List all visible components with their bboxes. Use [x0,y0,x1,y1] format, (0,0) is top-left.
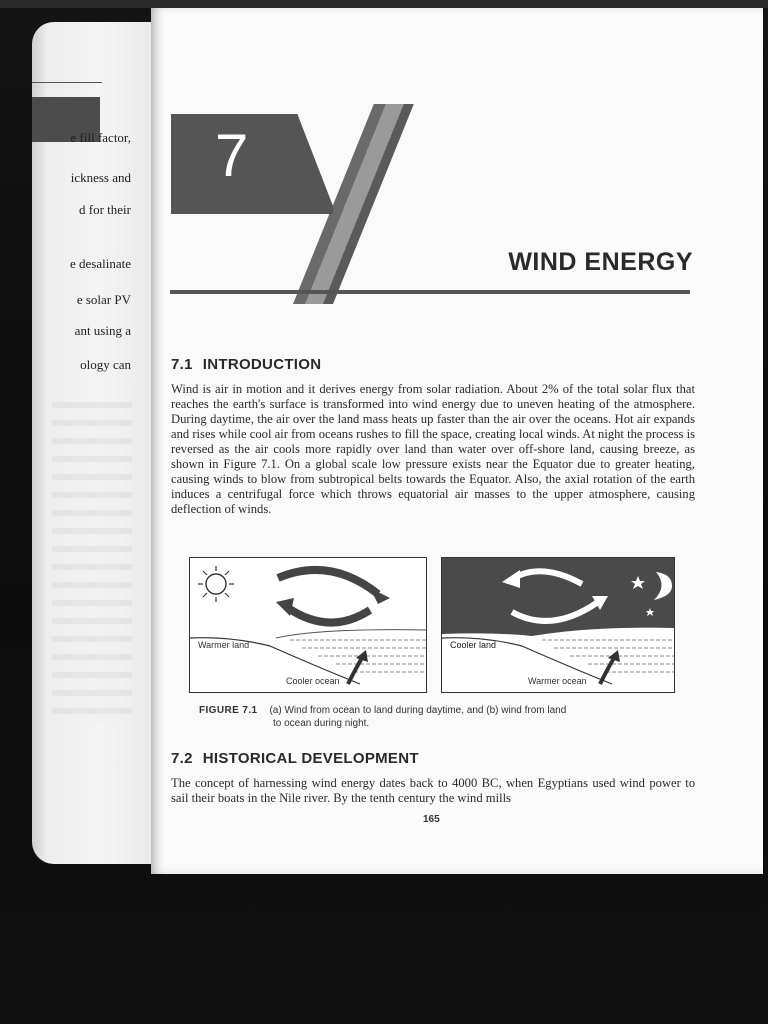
wind-arrow-upper-icon [278,570,390,604]
day-diagram [190,558,426,692]
right-page [151,8,763,874]
left-page [32,22,157,864]
figure-caption-line2: to ocean during night. [273,718,370,729]
section-number: 7.2 [171,750,193,767]
figure-caption [199,704,669,730]
section-heading-introduction [171,356,321,373]
cooler-land-label: Cooler land [450,640,497,650]
figure-caption-line1: (a) Wind from ocean to land during daytime, and (b) wind from land [269,705,567,716]
book-top-edge [0,0,768,8]
left-page-line: d for their [79,202,131,217]
left-page-line: e solar PV [76,292,131,307]
figure-panel-night [441,557,675,693]
warmer-land-label: Warmer land [198,640,250,650]
night-diagram [442,558,674,692]
left-page-line: ickness and [70,170,131,185]
chapter-title: WIND ENERGY [508,248,693,276]
left-page-line: ant using a [74,323,131,338]
cooler-ocean-label: Cooler ocean [286,676,340,686]
warmer-ocean-label: Warmer ocean [528,676,587,686]
chapter-rule [170,290,690,294]
chapter-number: 7 [215,122,249,189]
sun-icon [198,566,234,602]
left-page-line: e fill factor, [70,130,131,145]
introduction-paragraph: Wind is air in motion and it derives energy from solar radiation. About 2% of the total solar flux that reaches the earth's surface is transformed into wind energy due to uneven heating of the atmosphere. During daytime, the air over the land mass heats up faster than the air over the oceans. Hot air expands and rises while cool air from oceans rushes to fill the space, creating local winds. At night the process is reversed as the air cools more rapidly over land than water over off-shore land, causing breeze, as shown in Figure 7.1. On a global scale low pressure exists near the Equator due to greater heating, causing winds to blow from subtropical belts towards the Equator. Also, the axial rotation of the earth induces a centrifugal force which throws equatorial air masses to the upper atmosphere, causing deflection of winds. [171,382,695,516]
figure-label: FIGURE 7.1 [199,705,258,716]
historical-paragraph: The concept of harnessing wind energy dates back to 4000 BC, when Egyptians used wind power to sail their boats in the Nile river. By the tenth century the wind mills [171,776,695,805]
rising-arrow-icon [348,650,368,684]
section-title: INTRODUCTION [202,356,322,373]
section-heading-historical [171,750,419,767]
section-title: HISTORICAL DEVELOPMENT [202,750,419,767]
left-page-line: ology can [80,357,131,372]
left-page-line: e desalinate [70,256,131,271]
section-number: 7.1 [171,356,193,373]
night-sky [442,558,674,636]
figure-panel-day [189,557,427,693]
left-page-rule [32,82,102,83]
left-page-bleedthrough [52,402,132,722]
rising-arrow-icon [600,650,620,684]
chapter-number-box [171,114,333,214]
page-number: 165 [423,814,440,825]
wind-arrow-lower-icon [276,598,370,623]
